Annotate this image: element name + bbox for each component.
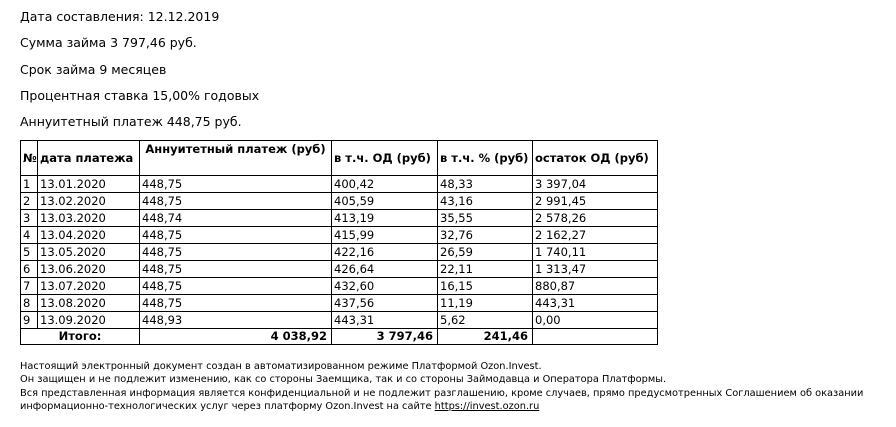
- cell-principal: 405,59: [332, 193, 438, 210]
- cell-principal: 432,60: [332, 278, 438, 295]
- col-header-date: дата платежа: [38, 141, 140, 176]
- cell-date: 13.09.2020: [38, 312, 140, 329]
- table-row: [21, 210, 658, 227]
- totals-row: [21, 329, 658, 345]
- cell-payment: 448,75: [140, 244, 332, 261]
- cell-number: 9: [21, 312, 38, 329]
- cell-date: 13.01.2020: [38, 176, 140, 193]
- cell-date: 13.08.2020: [38, 295, 140, 312]
- cell-principal: 437,56: [332, 295, 438, 312]
- totals-label: Итого:: [21, 329, 140, 345]
- legal-footer: [20, 360, 863, 413]
- totals-empty-cell: [533, 329, 658, 345]
- cell-payment: 448,75: [140, 278, 332, 295]
- cell-payment: 448,93: [140, 312, 332, 329]
- col-header-principal: в т.ч. ОД (руб): [332, 141, 438, 176]
- footer-line-3: Вся представленная информация является конфиденциальной и не подлежит разглашению, кроме случаев, прямо предусмотренных Соглашением об оказании: [20, 387, 864, 399]
- table-row: [21, 278, 658, 295]
- cell-principal: 413,19: [332, 210, 438, 227]
- cell-date: 13.06.2020: [38, 261, 140, 278]
- cell-number: 2: [21, 193, 38, 210]
- cell-balance: 880,87: [533, 278, 658, 295]
- table-row: [21, 227, 658, 244]
- table-row: [21, 244, 658, 261]
- cell-payment: 448,75: [140, 193, 332, 210]
- cell-balance: 0,00: [533, 312, 658, 329]
- table-row: [21, 176, 658, 193]
- annuity-payment-line: Аннуитетный платеж 448,75 руб.: [20, 114, 242, 129]
- cell-balance: 1 740,11: [533, 244, 658, 261]
- col-header-balance: остаток ОД (руб): [533, 141, 658, 176]
- cell-interest: 26,59: [438, 244, 533, 261]
- cell-payment: 448,75: [140, 295, 332, 312]
- ozon-invest-link[interactable]: https://invest.ozon.ru: [434, 400, 540, 412]
- table-row: [21, 295, 658, 312]
- payment-schedule-table: [20, 140, 658, 345]
- cell-balance: 443,31: [533, 295, 658, 312]
- cell-interest: 11,19: [438, 295, 533, 312]
- cell-interest: 43,16: [438, 193, 533, 210]
- table-row: [21, 261, 658, 278]
- footer-line-1: Настоящий электронный документ создан в автоматизированном режиме Платформой Ozon.Invest.: [20, 361, 542, 372]
- cell-payment: 448,75: [140, 227, 332, 244]
- cell-interest: 5,62: [438, 312, 533, 329]
- totals-interest: 241,46: [438, 329, 533, 345]
- cell-principal: 443,31: [332, 312, 438, 329]
- cell-balance: 2 162,27: [533, 227, 658, 244]
- cell-payment: 448,75: [140, 176, 332, 193]
- cell-interest: 48,33: [438, 176, 533, 193]
- cell-number: 1: [21, 176, 38, 193]
- cell-number: 3: [21, 210, 38, 227]
- loan-amount-line: Сумма займа 3 797,46 руб.: [20, 35, 197, 50]
- cell-balance: 2 578,26: [533, 210, 658, 227]
- cell-balance: 3 397,04: [533, 176, 658, 193]
- cell-principal: 400,42: [332, 176, 438, 193]
- cell-balance: 2 991,45: [533, 193, 658, 210]
- cell-principal: 422,16: [332, 244, 438, 261]
- cell-interest: 16,15: [438, 278, 533, 295]
- cell-date: 13.05.2020: [38, 244, 140, 261]
- table-row: [21, 193, 658, 210]
- cell-balance: 1 313,47: [533, 261, 658, 278]
- cell-date: 13.03.2020: [38, 210, 140, 227]
- cell-payment: 448,75: [140, 261, 332, 278]
- cell-principal: 426,64: [332, 261, 438, 278]
- date-line: Дата составления: 12.12.2019: [20, 9, 220, 24]
- footer-line-4-text: информационно-технологических услуг через платформу Ozon.Invest на сайте: [20, 400, 435, 412]
- col-header-interest: в т.ч. % (руб): [438, 141, 533, 176]
- cell-payment: 448,74: [140, 210, 332, 227]
- cell-number: 8: [21, 295, 38, 312]
- totals-principal: 3 797,46: [332, 329, 438, 345]
- cell-number: 7: [21, 278, 38, 295]
- cell-number: 4: [21, 227, 38, 244]
- totals-payment: 4 038,92: [140, 329, 332, 345]
- cell-date: 13.02.2020: [38, 193, 140, 210]
- cell-number: 6: [21, 261, 38, 278]
- cell-interest: 35,55: [438, 210, 533, 227]
- col-header-payment: Аннуитетный платеж (руб): [140, 141, 332, 176]
- cell-date: 13.04.2020: [38, 227, 140, 244]
- cell-principal: 415,99: [332, 227, 438, 244]
- footer-line-4: [20, 400, 863, 413]
- col-header-number: №: [21, 141, 38, 176]
- footer-line-2: Он защищен и не подлежит изменению, как со стороны Заемщика, так и со стороны Займодавца и Оператора Платформы.: [20, 374, 667, 386]
- loan-term-line: Срок займа 9 месяцев: [20, 62, 167, 77]
- table-header-row: [21, 141, 658, 176]
- cell-interest: 32,76: [438, 227, 533, 244]
- cell-interest: 22,11: [438, 261, 533, 278]
- table-row: [21, 312, 658, 329]
- interest-rate-line: Процентная ставка 15,00% годовых: [20, 88, 260, 103]
- cell-date: 13.07.2020: [38, 278, 140, 295]
- cell-number: 5: [21, 244, 38, 261]
